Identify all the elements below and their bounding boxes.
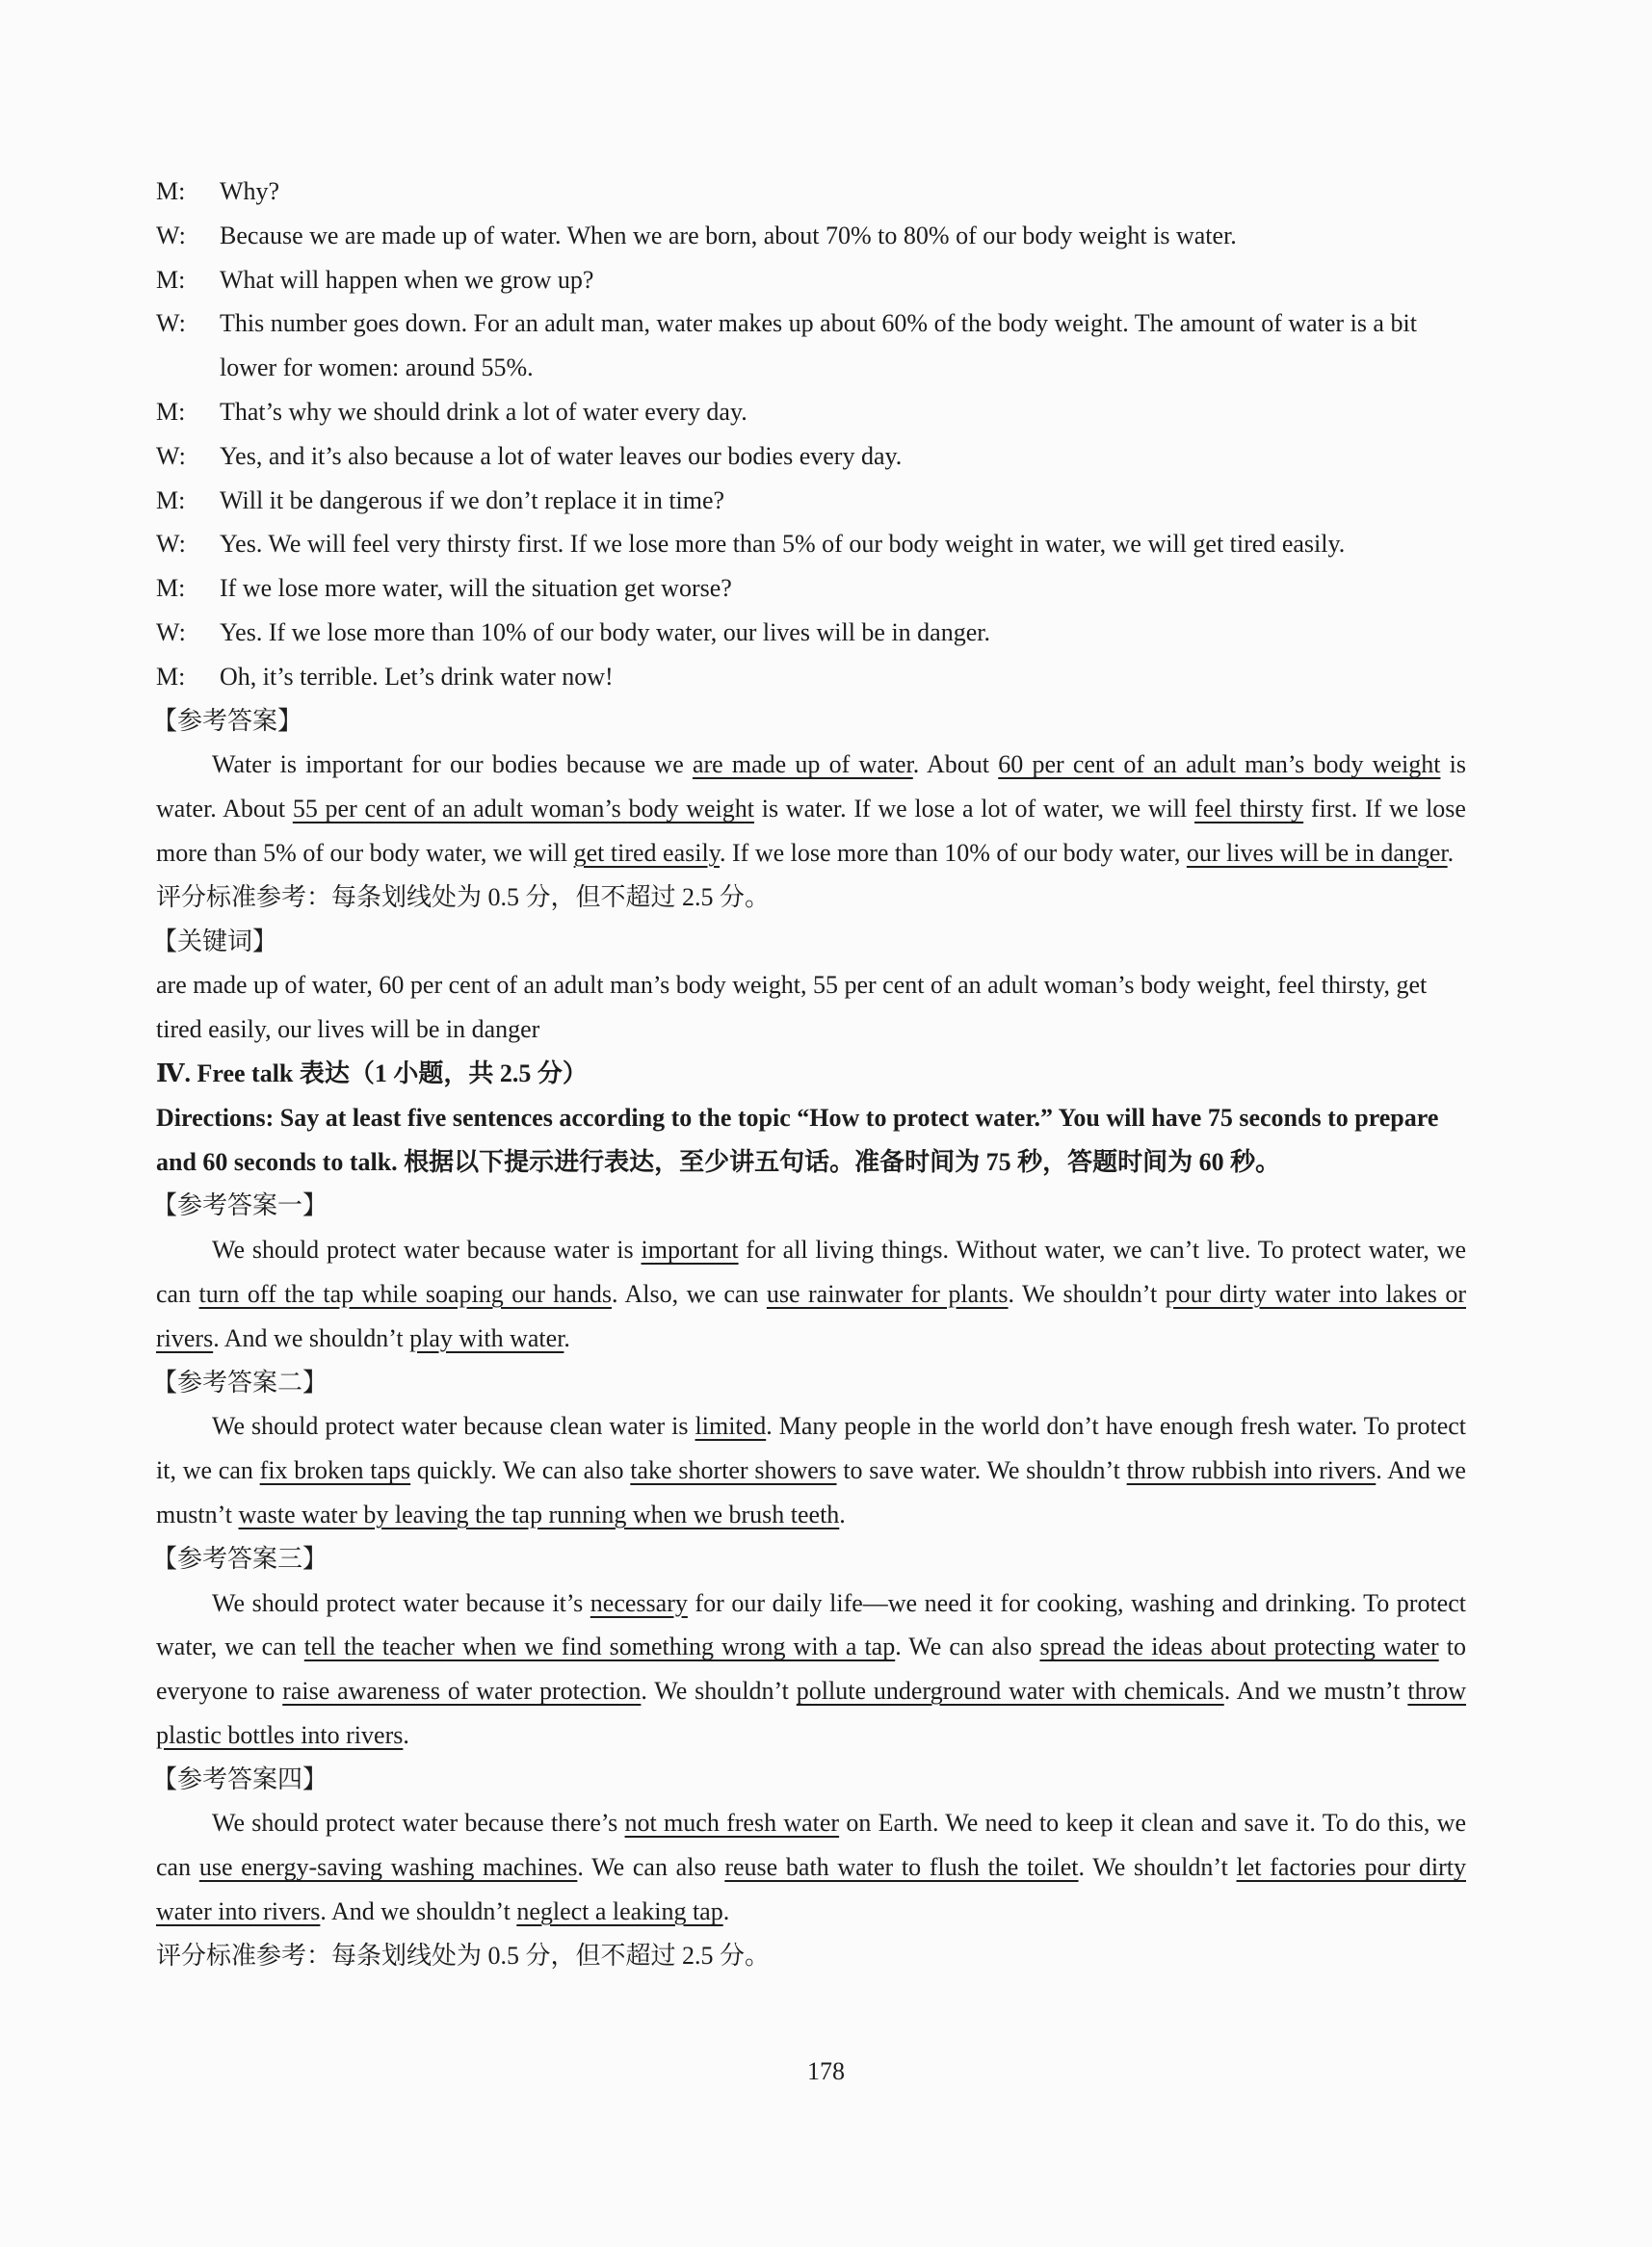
- dialogue-text: Because we are made up of water. When we are born, about 70% to 80% of our body weight is water.: [220, 221, 1237, 249]
- text-run: on Earth. We need to keep it clean and save it. To do this, we can: [156, 1809, 1466, 1882]
- speaker: M:: [156, 574, 186, 603]
- text-run: to save water. We shouldn’t: [836, 1456, 1127, 1485]
- dialogue-text: If we lose more water, will the situation get worse?: [220, 574, 732, 603]
- speaker: W:: [156, 530, 186, 559]
- scoring-note: 评分标准参考：每条划线处为 0.5 分，但不超过 2.5 分。: [156, 882, 771, 911]
- speaker: W:: [156, 441, 186, 470]
- text-run: . We can also: [577, 1853, 725, 1882]
- underlined-phrase: neglect a leaking tap: [516, 1897, 723, 1926]
- dialogue-text: Will it be dangerous if we don’t replace it in time?: [220, 485, 725, 514]
- speaker: W:: [156, 309, 186, 338]
- answer3-heading: 【参考答案三】: [152, 1544, 328, 1573]
- underlined-phrase: limited: [695, 1412, 767, 1441]
- underlined-phrase: spread the ideas about protecting water: [1039, 1633, 1439, 1661]
- speaker: M:: [156, 177, 186, 205]
- underlined-phrase: not much fresh water: [624, 1809, 840, 1838]
- speaker: W:: [156, 221, 186, 249]
- text-run: is water. About: [156, 750, 1466, 823]
- text-run: Water is important for our bodies because we: [212, 750, 693, 779]
- text-run: for all living things. Without water, we can’t live. To protect water, we can: [156, 1236, 1467, 1308]
- answer4-heading: 【参考答案四】: [152, 1764, 328, 1793]
- dialogue-line: [156, 434, 1466, 479]
- section-title: Ⅳ. Free talk 表达（1 小题，共 2.5 分）: [156, 1058, 588, 1087]
- underlined-phrase: necessary: [590, 1588, 688, 1617]
- underlined-phrase: throw rubbish into rivers: [1126, 1456, 1377, 1485]
- answer2-paragraph: [156, 1404, 1466, 1536]
- dialogue-text: Yes. If we lose more than 10% of our body water, our lives will be in danger.: [220, 617, 990, 646]
- underlined-phrase: important: [641, 1236, 739, 1265]
- ref-answer-paragraph: [156, 743, 1466, 875]
- underlined-phrase: tell the teacher when we find something wrong with a tap: [303, 1633, 896, 1661]
- page-number: 178: [807, 2057, 845, 2085]
- dialogue-line: [156, 301, 1466, 390]
- dialogue-text: That’s why we should drink a lot of water every day.: [220, 397, 747, 426]
- text-run: . And we mustn’t: [1223, 1677, 1408, 1706]
- text-run: is water. If we lose a lot of water, we will: [754, 795, 1195, 823]
- text-run: . Also, we can: [611, 1279, 767, 1308]
- text-run: We should protect water because clean water is: [212, 1412, 695, 1441]
- text-run: quickly. We can also: [410, 1456, 631, 1485]
- answer2-heading: 【参考答案二】: [152, 1368, 328, 1397]
- text-run: . And we shouldn’t: [320, 1897, 517, 1926]
- underlined-phrase: are made up of water: [692, 750, 913, 779]
- speaker: M:: [156, 265, 186, 294]
- underlined-phrase: let factories pour dirty water into rivers: [156, 1853, 1466, 1926]
- underlined-phrase: throw plastic bottles into rivers: [156, 1677, 1467, 1749]
- directions: Directions: Say at least five sentences according to the topic “How to protect water.” You will have 75 seconds to prepare and 60 seconds to talk. 根据以下提示进行表达，至少讲五句话。准备时间为 75 秒，答题时间为 60 秒。: [156, 1103, 1439, 1176]
- ref-answer-heading: 【参考答案】: [152, 706, 303, 735]
- text-run: . About: [912, 750, 999, 779]
- text-run: .: [1447, 838, 1455, 867]
- dialogue-line: [156, 214, 1466, 258]
- dialogue-line: [156, 390, 1466, 434]
- dialogue: [156, 170, 1466, 699]
- keywords-heading: 【关键词】: [152, 927, 278, 955]
- underlined-phrase: use rainwater for plants: [766, 1279, 1009, 1308]
- dialogue-line: [156, 522, 1466, 566]
- text-run: . And we shouldn’t: [213, 1323, 410, 1352]
- underlined-phrase: get tired easily: [573, 838, 720, 867]
- dialogue-line: [156, 566, 1466, 611]
- dialogue-line: [156, 655, 1466, 699]
- scoring-note: 评分标准参考：每条划线处为 0.5 分，但不超过 2.5 分。: [156, 1941, 771, 1970]
- underlined-phrase: take shorter showers: [630, 1456, 837, 1485]
- text-run: first. If we lose more than 5% of our body water, we will: [156, 795, 1466, 867]
- underlined-phrase: 60 per cent of an adult man’s body weight: [998, 750, 1441, 779]
- underlined-phrase: raise awareness of water protection: [282, 1677, 642, 1706]
- dialogue-text: Oh, it’s terrible. Let’s drink water now!: [220, 662, 614, 691]
- text-run: We should protect water because there’s: [212, 1809, 625, 1838]
- text-run: .: [839, 1500, 846, 1528]
- underlined-phrase: waste water by leaving the tap running when we brush teeth: [238, 1500, 840, 1528]
- underlined-phrase: play with water: [409, 1323, 564, 1352]
- answer1-paragraph: [156, 1228, 1466, 1360]
- answer4-paragraph: [156, 1801, 1466, 1933]
- text-run: . We shouldn’t: [1078, 1853, 1237, 1882]
- answer3-paragraph: [156, 1581, 1466, 1758]
- text-run: We should protect water because water is: [212, 1236, 642, 1265]
- underlined-phrase: pollute underground water with chemicals: [796, 1677, 1224, 1706]
- speaker: M:: [156, 397, 186, 426]
- dialogue-text: Yes. We will feel very thirsty first. If we lose more than 5% of our body weight in water, we will get tired easily.: [220, 530, 1346, 559]
- underlined-phrase: our lives will be in danger: [1186, 838, 1448, 867]
- text-run: .: [403, 1720, 409, 1749]
- text-run: We should protect water because it’s: [212, 1588, 590, 1617]
- text-run: to everyone to: [156, 1633, 1467, 1706]
- text-run: .: [722, 1897, 730, 1926]
- text-run: for our daily life—we need it for cooking, washing and drinking. To protect water, we can: [156, 1588, 1466, 1661]
- underlined-phrase: turn off the tap while soaping our hands: [198, 1279, 612, 1308]
- dialogue-text: Yes, and it’s also because a lot of water leaves our bodies every day.: [220, 441, 903, 470]
- underlined-phrase: feel thirsty: [1194, 795, 1304, 823]
- underlined-phrase: 55 per cent of an adult woman’s body weight: [292, 795, 754, 823]
- dialogue-text: This number goes down. For an adult man, water makes up about 60% of the body weight. The amount of water is a bit lower for women: around 55%.: [220, 309, 1417, 382]
- dialogue-line: [156, 170, 1466, 214]
- text-run: . We can also: [895, 1633, 1040, 1661]
- dialogue-line: [156, 258, 1466, 302]
- speaker: M:: [156, 485, 186, 514]
- text-run: .: [564, 1323, 570, 1352]
- dialogue-line: [156, 479, 1466, 523]
- text-run: . We shouldn’t: [1008, 1279, 1166, 1308]
- text-run: . Many people in the world don’t have enough fresh water. To protect it, we can: [156, 1412, 1466, 1485]
- answer1-heading: 【参考答案一】: [152, 1191, 328, 1220]
- underlined-phrase: use energy-saving washing machines: [198, 1853, 578, 1882]
- dialogue-line: [156, 611, 1466, 655]
- dialogue-text: Why?: [220, 177, 280, 205]
- text-run: . If we lose more than 10% of our body water,: [720, 838, 1187, 867]
- keywords-text: are made up of water, 60 per cent of an adult man’s body weight, 55 per cent of an adult woman’s body weight, feel thirsty, get tired easily, our lives will be in danger: [156, 971, 1428, 1044]
- text-run: . And we mustn’t: [156, 1456, 1466, 1528]
- underlined-phrase: pour dirty water into lakes or rivers: [156, 1279, 1466, 1352]
- speaker: W:: [156, 617, 186, 646]
- dialogue-text: What will happen when we grow up?: [220, 265, 594, 294]
- text-run: . We shouldn’t: [641, 1677, 797, 1706]
- speaker: M:: [156, 662, 186, 691]
- underlined-phrase: fix broken taps: [259, 1456, 411, 1485]
- underlined-phrase: reuse bath water to flush the toilet: [724, 1853, 1079, 1882]
- page-content: [152, 170, 1467, 1978]
